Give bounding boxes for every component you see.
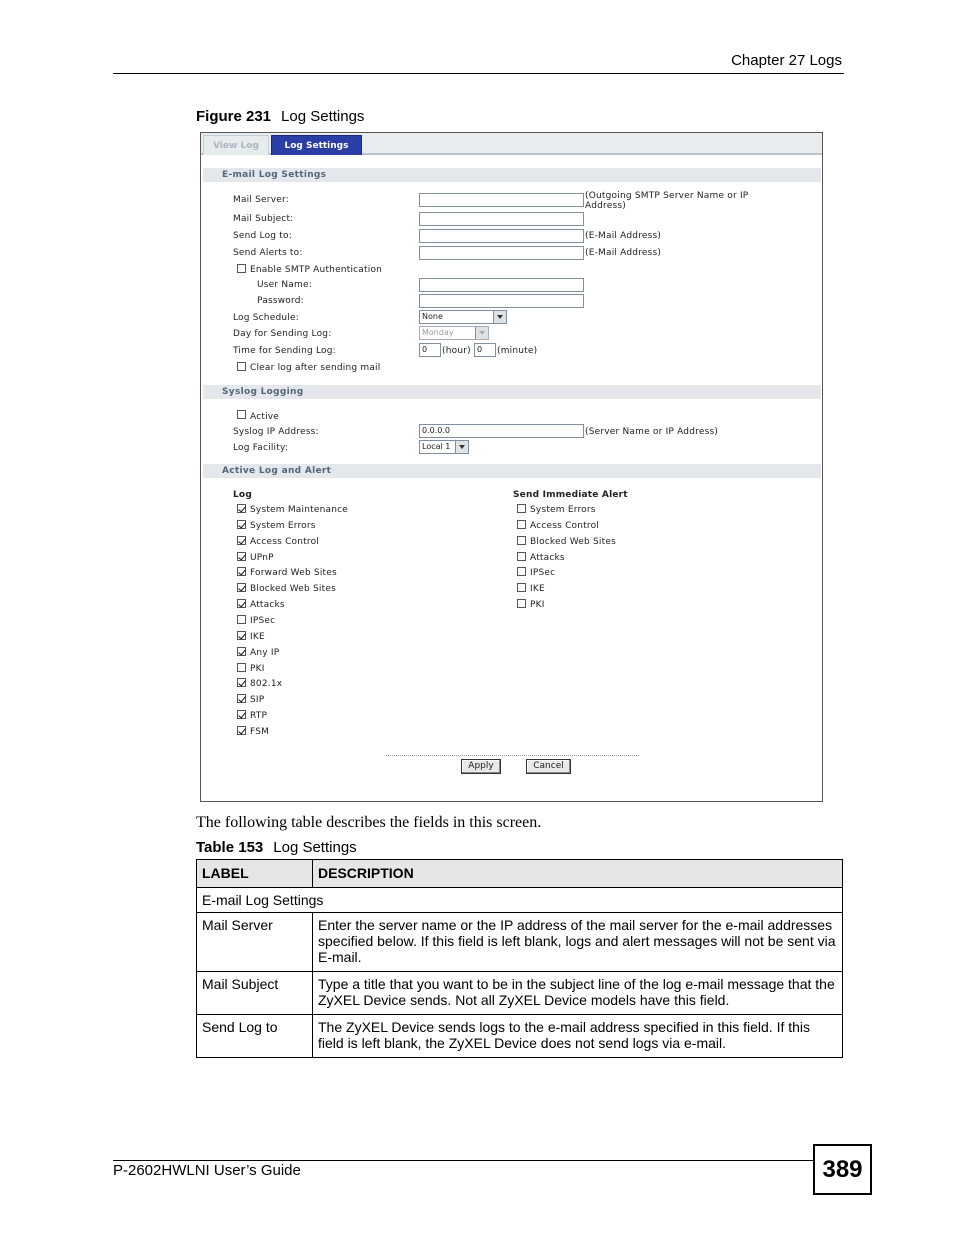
log-item-label: System Maintenance xyxy=(250,505,348,515)
mail-subject-label: Mail Subject: xyxy=(233,214,294,224)
time-for-sending-label: Time for Sending Log: xyxy=(233,346,336,356)
log-checkbox[interactable] xyxy=(237,663,246,672)
smtp-auth-checkbox[interactable] xyxy=(237,264,246,273)
log-checkbox[interactable] xyxy=(237,583,246,592)
row-description: The ZyXEL Device sends logs to the e-mail address specified in this field. If this field is left blank, the ZyXEL Device does not send logs via e-mail. xyxy=(313,1015,843,1058)
row-label: Mail Subject xyxy=(197,972,313,1015)
figure-title: Log Settings xyxy=(281,108,365,125)
page-number: 389 xyxy=(813,1144,872,1195)
alert-item-label: IKE xyxy=(530,584,545,594)
syslog-ip-input[interactable]: 0.0.0.0 xyxy=(419,424,584,438)
alert-checkbox[interactable] xyxy=(517,520,526,529)
alert-item-label: Access Control xyxy=(530,521,600,531)
label-header: LABEL xyxy=(197,860,313,888)
log-checkbox[interactable] xyxy=(237,599,246,608)
send-alerts-to-input[interactable] xyxy=(419,246,584,260)
alert-item-label: Attacks xyxy=(530,553,565,563)
table-row xyxy=(197,913,843,972)
log-settings-screenshot xyxy=(200,132,823,802)
alert-checkbox[interactable] xyxy=(517,567,526,576)
log-item-label: IPSec xyxy=(250,616,276,626)
log-item-label: System Errors xyxy=(250,521,316,531)
hour-input[interactable]: 0 xyxy=(419,343,441,357)
log-item-label: Blocked Web Sites xyxy=(250,584,336,594)
log-item-label: Access Control xyxy=(250,537,320,547)
tab-view-log[interactable]: View Log xyxy=(203,135,269,155)
syslog-ip-label: Syslog IP Address: xyxy=(233,427,319,437)
clear-log-label: Clear log after sending mail xyxy=(250,363,381,373)
send-log-to-hint: (E-Mail Address) xyxy=(585,231,662,241)
log-checkbox[interactable] xyxy=(237,504,246,513)
log-checkbox[interactable] xyxy=(237,520,246,529)
log-checkbox[interactable] xyxy=(237,647,246,656)
row-description: Enter the server name or the IP address of the mail server for the e-mail addresses specified below. If this field is left blank, logs and alert messages will not be sent via E-mail. xyxy=(313,913,843,972)
alert-item-label: IPSec xyxy=(530,568,556,578)
alert-checkbox[interactable] xyxy=(517,552,526,561)
alert-section-header: Active Log and Alert xyxy=(203,464,821,478)
send-log-to-label: Send Log to: xyxy=(233,231,292,241)
alert-checkbox[interactable] xyxy=(517,504,526,513)
log-item-label: Any IP xyxy=(250,648,280,658)
log-item-label: PKI xyxy=(250,664,265,674)
log-schedule-select[interactable]: None xyxy=(419,310,507,324)
log-checkbox[interactable] xyxy=(237,615,246,624)
alert-checkbox[interactable] xyxy=(517,599,526,608)
clear-log-checkbox[interactable] xyxy=(237,362,246,371)
chevron-down-icon xyxy=(475,327,488,339)
syslog-ip-hint: (Server Name or IP Address) xyxy=(585,427,719,437)
log-item-label: FSM xyxy=(250,727,270,737)
day-for-sending-label: Day for Sending Log: xyxy=(233,329,332,339)
table-row xyxy=(197,972,843,1015)
footer-rule xyxy=(113,1160,813,1161)
log-checkbox[interactable] xyxy=(237,631,246,640)
smtp-auth-label: Enable SMTP Authentication xyxy=(250,265,383,275)
figure-number: Figure 231 xyxy=(196,108,272,125)
table-row xyxy=(197,1015,843,1058)
syslog-active-label: Active xyxy=(250,412,280,422)
row-label: Send Log to xyxy=(197,1015,313,1058)
log-item-label: SIP xyxy=(250,695,265,705)
log-item-label: IKE xyxy=(250,632,265,642)
alert-checkbox[interactable] xyxy=(517,536,526,545)
chevron-down-icon xyxy=(455,441,468,453)
alert-item-label: Blocked Web Sites xyxy=(530,537,616,547)
header-rule xyxy=(113,73,844,74)
user-name-input[interactable] xyxy=(419,278,584,292)
log-checkbox[interactable] xyxy=(237,710,246,719)
hour-unit: (hour) xyxy=(442,346,471,356)
log-item-label: UPnP xyxy=(250,553,274,563)
alert-checkbox[interactable] xyxy=(517,583,526,592)
description-header: DESCRIPTION xyxy=(313,860,843,888)
send-log-to-input[interactable] xyxy=(419,229,584,243)
intro-text: The following table describes the fields in this screen. xyxy=(196,814,542,831)
password-label: Password: xyxy=(257,296,304,306)
row-description: Type a title that you want to be in the subject line of the log e-mail message that the ZyXEL Device sends. Not all ZyXEL Device models have this field. xyxy=(313,972,843,1015)
mail-server-hint: (Outgoing SMTP Server Name or IP Address) xyxy=(585,191,749,211)
send-alerts-to-label: Send Alerts to: xyxy=(233,248,303,258)
password-input[interactable] xyxy=(419,294,584,308)
log-item-label: Forward Web Sites xyxy=(250,568,337,578)
divider xyxy=(386,755,639,756)
log-item-label: RTP xyxy=(250,711,268,721)
table-section-row xyxy=(197,888,843,913)
syslog-section-header: Syslog Logging xyxy=(203,385,821,399)
alert-item-label: System Errors xyxy=(530,505,596,515)
guide-title: P-2602HWLNI User’s Guide xyxy=(113,1162,301,1179)
alert-item-label: PKI xyxy=(530,600,545,610)
tab-log-settings[interactable]: Log Settings xyxy=(271,135,362,155)
send-alerts-to-hint: (E-Mail Address) xyxy=(585,248,662,258)
user-name-label: User Name: xyxy=(257,280,312,290)
chapter-header: Chapter 27 Logs xyxy=(731,52,842,69)
figure-caption xyxy=(196,108,364,125)
table-header-row xyxy=(197,860,843,888)
minute-unit: (minute) xyxy=(497,346,538,356)
minute-input[interactable]: 0 xyxy=(474,343,496,357)
day-select[interactable]: Monday xyxy=(419,326,489,340)
description-table xyxy=(196,859,843,1058)
log-checkbox[interactable] xyxy=(237,552,246,561)
apply-button[interactable]: Apply xyxy=(461,759,501,774)
row-label: Mail Server xyxy=(197,913,313,972)
log-column-header: Log xyxy=(233,490,252,500)
log-checkbox[interactable] xyxy=(237,567,246,576)
log-checkbox[interactable] xyxy=(237,694,246,703)
table-title: Log Settings xyxy=(273,839,357,856)
table-number: Table 153 xyxy=(196,839,264,856)
mail-subject-input[interactable] xyxy=(419,212,584,226)
log-schedule-label: Log Schedule: xyxy=(233,313,299,323)
log-checkbox[interactable] xyxy=(237,678,246,687)
section-cell: E-mail Log Settings xyxy=(197,888,843,913)
table-caption xyxy=(196,839,357,856)
mail-server-input[interactable] xyxy=(419,193,584,207)
tab-bar xyxy=(201,133,822,155)
log-facility-label: Log Facility: xyxy=(233,443,289,453)
log-item-label: Attacks xyxy=(250,600,285,610)
alert-column-header: Send Immediate Alert xyxy=(513,490,628,500)
syslog-active-checkbox[interactable] xyxy=(237,410,246,419)
log-checkbox[interactable] xyxy=(237,726,246,735)
log-checkbox[interactable] xyxy=(237,536,246,545)
mail-server-label: Mail Server: xyxy=(233,195,289,205)
cancel-button[interactable]: Cancel xyxy=(526,759,571,774)
chevron-down-icon xyxy=(493,311,506,323)
log-facility-select[interactable]: Local 1 xyxy=(419,440,469,454)
email-section-header: E-mail Log Settings xyxy=(203,168,821,182)
log-item-label: 802.1x xyxy=(250,679,283,689)
